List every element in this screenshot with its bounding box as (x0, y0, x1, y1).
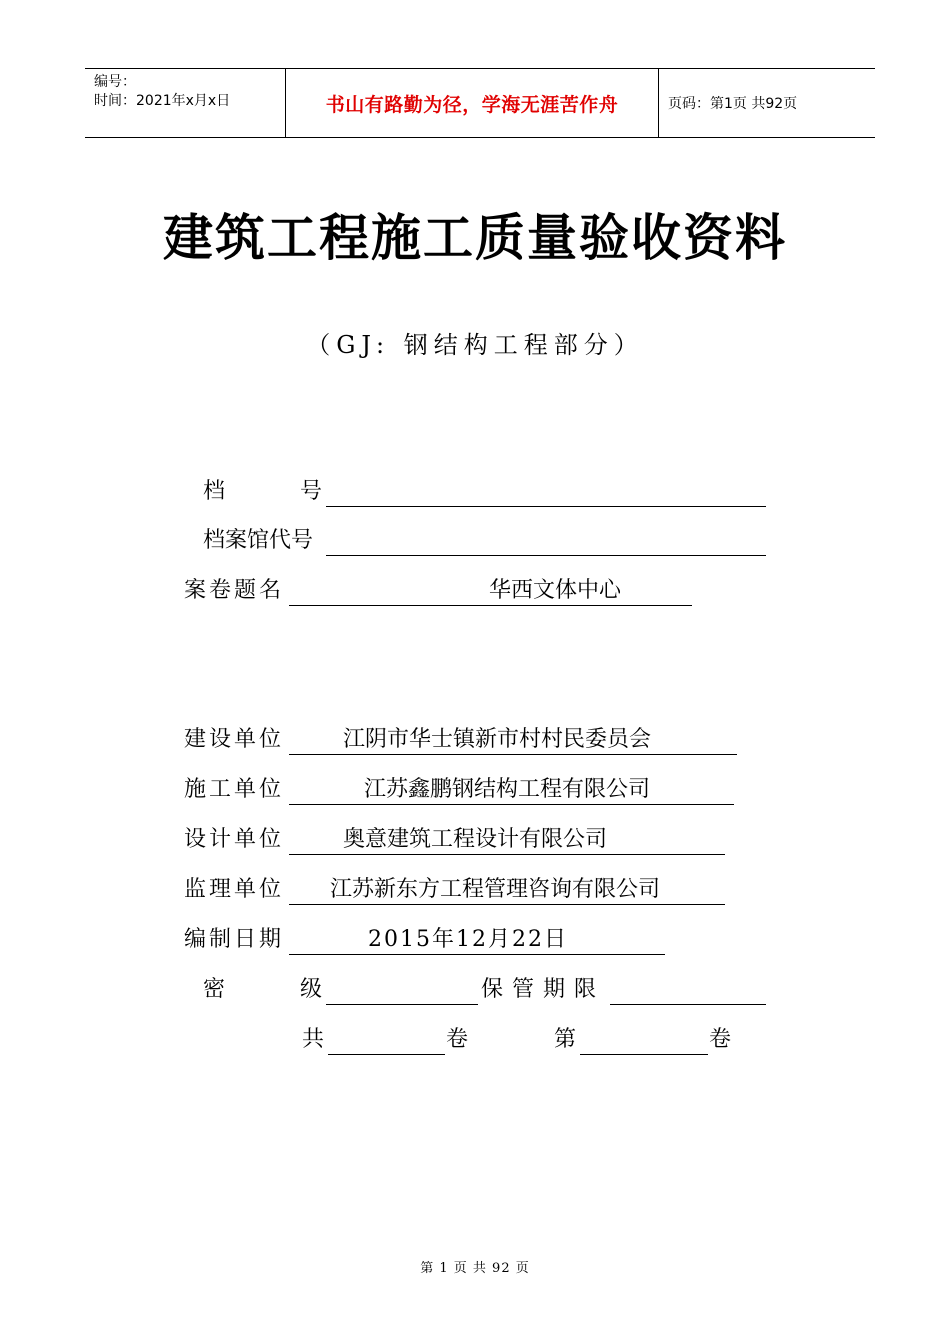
field-archive-no (0, 477, 950, 507)
secret-line (326, 975, 478, 1005)
time-label: 时间：2021年x月x日 (94, 93, 231, 109)
retention-label: 保管期限 (481, 977, 606, 1002)
field-contractor (0, 775, 950, 805)
field-volumes (0, 1025, 950, 1055)
secret-label-a: 密 (203, 977, 226, 1002)
field-case-title (0, 576, 950, 606)
document-subtitle: （GJ: 钢结构工程部分） (306, 331, 644, 359)
page-footer: 第 1 页 共 92 页 (420, 1261, 530, 1276)
supervisor-value: 江苏新东方工程管理咨询有限公司 (330, 877, 661, 902)
header-motto-cell (285, 69, 659, 137)
volumes-total-b: 卷 (446, 1027, 469, 1052)
header-right-cell (659, 69, 875, 137)
volumes-nth-a: 第 (554, 1027, 577, 1052)
compile-date-value: 2015年12月22日 (368, 927, 568, 952)
field-archive-code (0, 526, 950, 556)
builder-value: 江阴市华士镇新市村村民委员会 (343, 727, 652, 752)
number-label: 编号： (94, 74, 136, 90)
volumes-nth-b: 卷 (709, 1027, 732, 1052)
supervisor-label: 监理单位 (184, 877, 285, 902)
builder-label: 建设单位 (184, 727, 285, 752)
archive-no-label-b: 号 (300, 479, 323, 504)
designer-label: 设计单位 (184, 827, 285, 852)
volumes-total-line (328, 1025, 445, 1055)
field-secret-retention (0, 975, 950, 1005)
field-supervisor (0, 875, 950, 905)
field-designer (0, 825, 950, 855)
document-title: 建筑工程施工质量验收资料 (163, 209, 787, 267)
contractor-label: 施工单位 (184, 777, 285, 802)
archive-no-label-a: 档 (203, 479, 226, 504)
archive-code-line (326, 526, 766, 556)
archive-no-line (326, 477, 766, 507)
header-left-cell (85, 69, 285, 137)
case-title-value: 华西文体中心 (489, 578, 622, 603)
compile-date-label: 编制日期 (184, 927, 285, 952)
field-compile-date (0, 925, 950, 955)
header-table (85, 68, 875, 138)
contractor-value: 江苏鑫鹏钢结构工程有限公司 (364, 777, 651, 802)
designer-value: 奥意建筑工程设计有限公司 (343, 827, 608, 852)
case-title-label: 案卷题名 (184, 578, 285, 603)
volumes-total-a: 共 (302, 1027, 325, 1052)
volumes-nth-line (580, 1025, 708, 1055)
motto-text: 书山有路勤为径，学海无涯苦作舟 (325, 93, 619, 116)
field-builder (0, 725, 950, 755)
archive-code-label: 档案馆代号 (203, 528, 314, 553)
page-label: 页码：第1页 共92页 (668, 96, 798, 112)
retention-line (610, 975, 766, 1005)
secret-label-b: 级 (300, 977, 323, 1002)
